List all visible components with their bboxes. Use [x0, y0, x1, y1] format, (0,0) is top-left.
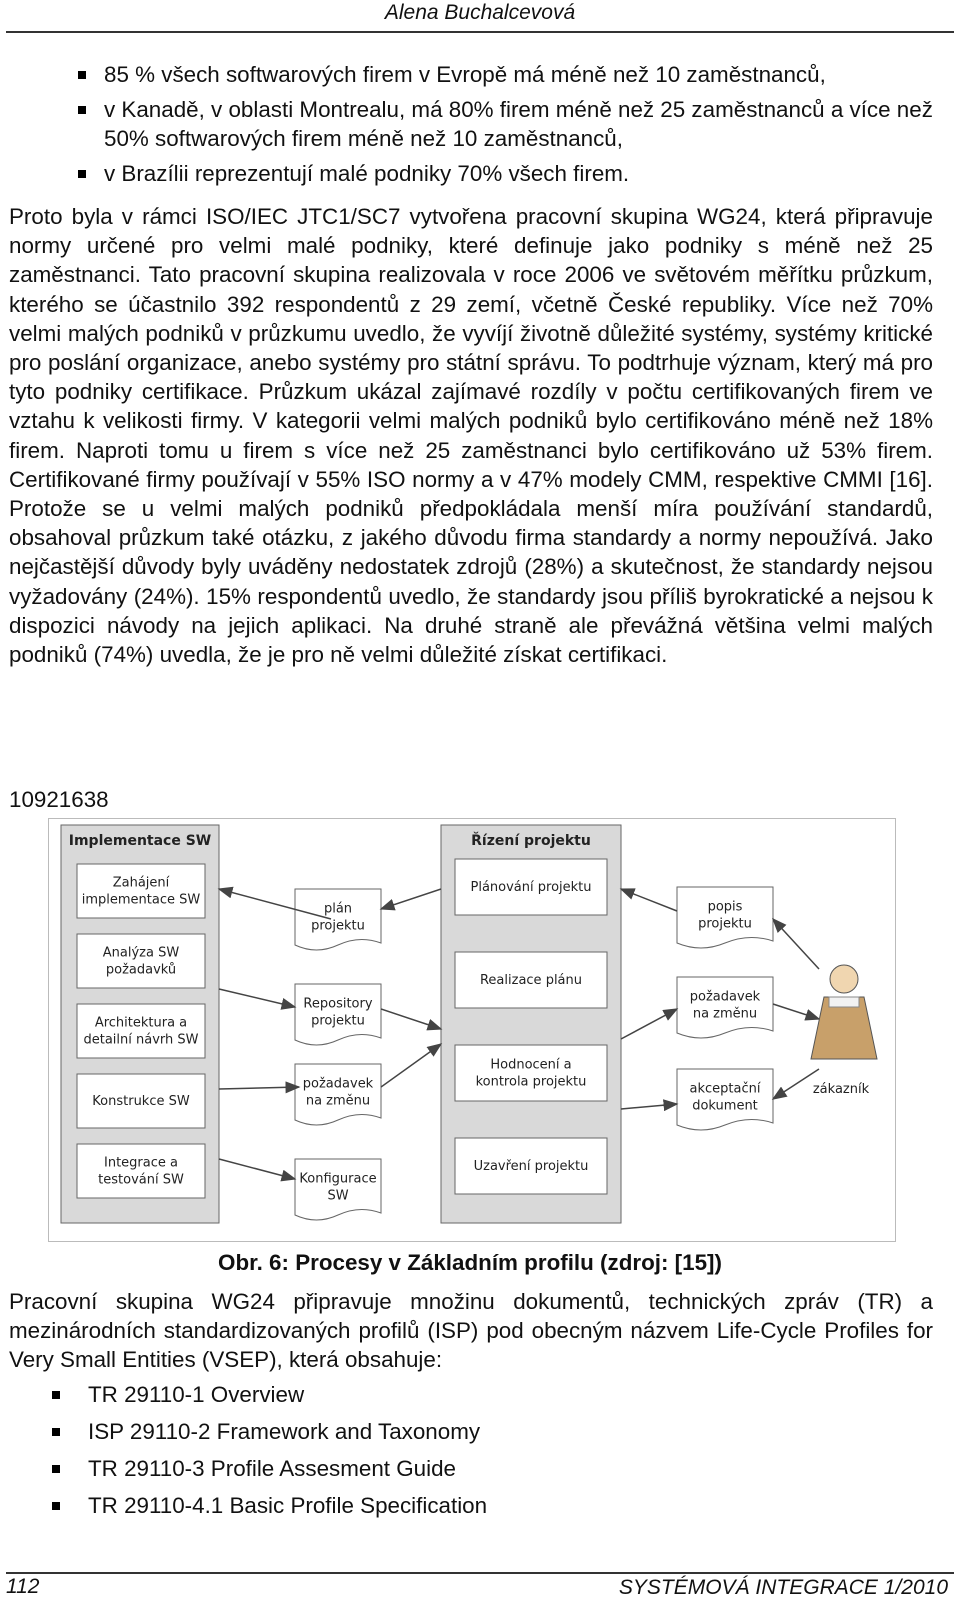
bullet-square-icon — [78, 71, 86, 79]
activity-box-label: Zahájení — [112, 875, 170, 891]
list-item — [0, 159, 960, 188]
list-item — [0, 1417, 960, 1447]
arrow — [621, 1009, 677, 1039]
arrow — [773, 919, 819, 969]
list-item-text: TR 29110-1 Overview — [88, 1382, 305, 1407]
bullet-square-icon — [52, 1391, 60, 1399]
activity-box-label: Hodnocení a — [490, 1057, 572, 1073]
work-product-document-label: na změnu — [692, 1006, 758, 1022]
work-product-document-label: plán — [323, 901, 353, 917]
list-item — [0, 1380, 960, 1410]
bullet-list-top — [0, 60, 960, 194]
arrow — [219, 989, 295, 1007]
work-product-document-label: požadavek — [302, 1076, 374, 1092]
figure-caption: Obr. 6: Procesy v Základním profilu (zdroj: [15]) — [218, 1250, 722, 1275]
work-product-document-label: na změnu — [305, 1093, 371, 1109]
work-product-document-label: popis — [707, 899, 743, 915]
arrow — [621, 1104, 677, 1109]
list-item-text: v Kanadě, v oblasti Montrealu, má 80% firem méně než 25 zaměstnanců a více než 50% softwarových firem méně než 10 zaměstnanců, — [104, 97, 933, 151]
work-product-document-label: SW — [327, 1188, 349, 1204]
activity-box — [77, 934, 205, 988]
activity-box-label: Uzavření projektu — [473, 1159, 589, 1174]
customer-icon — [811, 965, 877, 1059]
activity-box-label: požadavků — [105, 962, 177, 978]
arrow — [621, 889, 677, 911]
arrow — [219, 1159, 295, 1179]
work-product-document-label: Konfigurace — [299, 1171, 377, 1187]
body-paragraph-2: Pracovní skupina WG24 připravuje množinu dokumentů, technických zpráv (TR) a mezinárodních standardizovaných profilů (ISP) pod obecným názvem Life-Cycle Profiles for Very Small Entities (VSEP), která obsahuje: — [9, 1289, 933, 1373]
bullet-list-bottom — [0, 1380, 960, 1528]
list-item-text: v Brazílii reprezentují malé podniky 70% všech firem. — [104, 161, 630, 186]
customer-label: zákazník — [812, 1082, 870, 1097]
bullet-square-icon — [52, 1502, 60, 1510]
list-item-text: TR 29110-4.1 Basic Profile Specification — [88, 1493, 488, 1518]
arrow — [381, 1044, 441, 1087]
activity-box — [455, 1045, 607, 1101]
list-item-text: ISP 29110-2 Framework and Taxonomy — [88, 1419, 481, 1444]
bullet-square-icon — [78, 106, 86, 114]
list-item — [0, 60, 960, 89]
body-paragraph-1: Proto byla v rámci ISO/IEC JTC1/SC7 vytvořena pracovní skupina WG24, která připravuje normy určené pro velmi malé podniky, které definuje jako podniky s méně než 25 zaměstnanci. Tato pracovní skupina realizovala v roce 2006 ve světovém měřítku průzkum, kterého se účastnilo 392 respondentů z 29 zemí, včetně České republiky. Více než 70% velmi malých podniků v průzkumu uvedlo, že vyvíjí životně důležité systémy, systémy kritické pro poslání organizace, anebo systémy pro státní správu. To podtrhuje význam, který má pro tyto podniky certifikace. Průzkum ukázal zajímavé rozdíly v počtu certifikovaných firem ve vztahu k velikosti firmy. V kategorii velmi malých podniků bylo certifikováno méně než 18% firem. Naproti tomu u firem s více než 25 zaměstnanci bylo certifikováno už 53% firem. Certifikované firmy používají v 55% ISO normy a v 47% modely CMM, respektive CMMI [16]. Protože se u velmi malých podniků předpokládala menší míra používání standardů, obsahoval průzkum také otázku, z jakého důvodu firma standardy a normy nepoužívá. Jako nejčastější důvody byly uváděny nedostatek zdrojů (28%) a skutečnost, že standardy nejsou vyžadovány (24%). 15% respondentů uvedlo, že standardy jsou příliš byrokratické a nejsou k dispozici návody na jejich aplikaci. Na druhé straně ale převážná většina velmi malých podniků (74%) uvedla, že je pro ně velmi důležité získat certifikaci. — [9, 204, 933, 668]
activity-box-label: Architektura a — [94, 1015, 188, 1031]
implementation-panel-title: Implementace SW — [68, 833, 212, 849]
arrow — [381, 889, 441, 909]
work-product-document-label: projektu — [698, 916, 752, 932]
activity-box-label: testování SW — [98, 1172, 184, 1188]
list-item — [0, 1491, 960, 1521]
journal-name: SYSTÉMOVÁ INTEGRACE 1/2010 — [618, 1576, 948, 1599]
arrow — [381, 1009, 441, 1029]
work-product-document-label: akceptační — [689, 1081, 761, 1097]
activity-box-label: Integrace a — [104, 1155, 178, 1171]
header-divider — [6, 31, 954, 33]
activity-box — [77, 1144, 205, 1198]
work-product-document-label: požadavek — [689, 989, 761, 1005]
bullet-square-icon — [52, 1465, 60, 1473]
work-product-document-label: Repository — [303, 996, 373, 1012]
activity-box — [77, 864, 205, 918]
figure-number: 10921638 — [9, 787, 109, 812]
process-diagram — [48, 818, 896, 1242]
arrow — [219, 1087, 299, 1089]
activity-box — [77, 1004, 205, 1058]
arrow — [773, 1004, 819, 1019]
work-product-document-label: projektu — [311, 1013, 365, 1029]
bullet-square-icon — [52, 1428, 60, 1436]
activity-box-label: implementace SW — [81, 892, 201, 908]
activity-box-label: Plánování projektu — [470, 880, 592, 895]
list-item — [0, 1454, 960, 1484]
running-header-author: Alena Buchalcevová — [384, 1, 576, 24]
activity-box-label: Realizace plánu — [479, 973, 583, 988]
list-item-text: 85 % všech softwarových firem v Evropě má méně než 10 zaměstnanců, — [104, 62, 826, 87]
activity-box-label: kontrola projektu — [475, 1074, 587, 1090]
activity-box-label: Konstrukce SW — [92, 1094, 190, 1109]
work-product-document-label: dokument — [692, 1098, 758, 1114]
list-item — [0, 95, 960, 153]
activity-box-label: Analýza SW — [102, 945, 180, 961]
activity-box-label: detailní návrh SW — [83, 1032, 199, 1048]
list-item-text: TR 29110-3 Profile Assesment Guide — [88, 1456, 456, 1481]
work-product-document-label: projektu — [311, 918, 365, 934]
page-number: 112 — [6, 1575, 40, 1598]
project-management-panel-title: Řízení projektu — [471, 833, 591, 849]
bullet-square-icon — [78, 170, 86, 178]
